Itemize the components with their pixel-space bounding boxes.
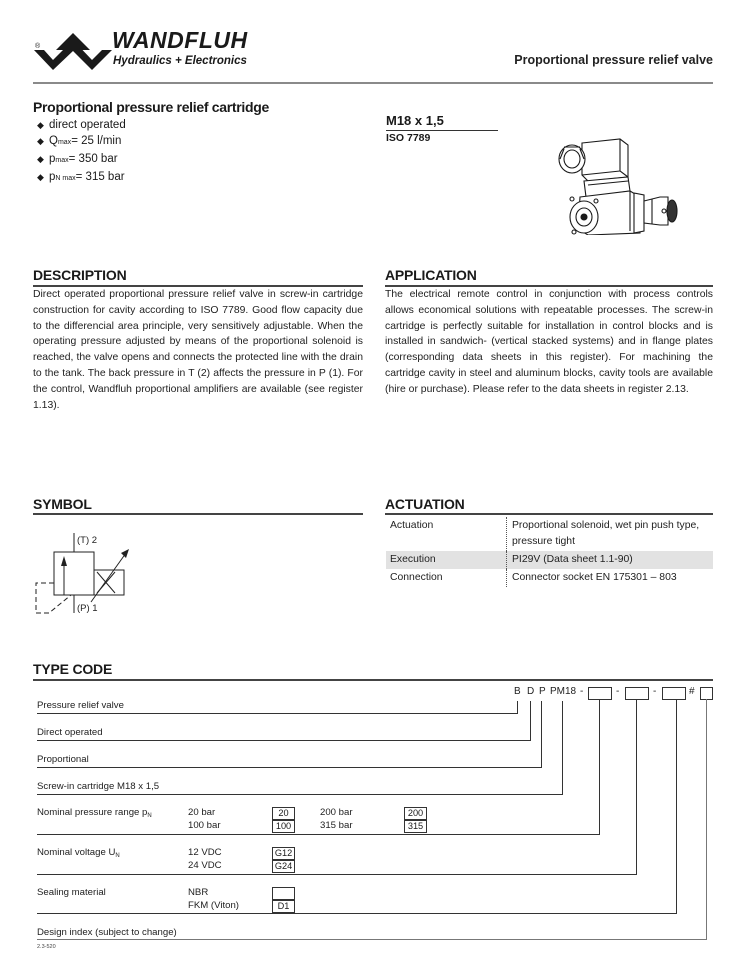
leader-line (541, 701, 542, 768)
leader-line (37, 740, 531, 741)
code-slot-sealing (662, 687, 686, 700)
leader-line (636, 699, 637, 875)
port-p-label: (P) 1 (77, 603, 98, 614)
leader-line (517, 701, 518, 714)
pressure-option: 20 bar (188, 807, 216, 818)
voltage-label: Nominal voltage $U_N$ (37, 847, 120, 859)
feature-item: ◆ direct operated (37, 119, 126, 131)
symbol-heading: SYMBOL (33, 496, 92, 512)
code-part-b: B (514, 686, 521, 697)
code-part-p: P (539, 686, 546, 697)
type-code-divider (33, 679, 713, 681)
diamond-bullet-icon: ◆ (37, 154, 44, 164)
pressure-code-box: 200 (404, 807, 427, 820)
pressure-code-box: 315 (404, 820, 427, 833)
type-code-row-label: Direct operated (37, 727, 103, 738)
code-separator: - (616, 686, 620, 697)
document-title: Proportional pressure relief valve (514, 53, 713, 67)
thread-size: M18 x 1,5 (386, 113, 444, 128)
design-index-label: Design index (subject to change) (37, 927, 177, 938)
leader-line (706, 699, 707, 940)
feature-item: ◆ p max = 350 bar (37, 153, 118, 165)
sealing-option: FKM (Viton) (188, 900, 239, 911)
type-code-heading: TYPE CODE (33, 661, 113, 677)
table-row (386, 569, 713, 587)
voltage-option: 12 VDC (188, 847, 222, 858)
table-row (386, 517, 713, 551)
thread-underline (386, 130, 498, 131)
pressure-option: 100 bar (188, 820, 221, 831)
brand-name: WANDFLUH (112, 27, 248, 53)
code-slot-voltage (625, 687, 649, 700)
voltage-option: 24 VDC (188, 860, 222, 871)
leader-line (37, 767, 542, 768)
brand-tagline: Hydraulics + Electronics (113, 55, 247, 67)
diamond-bullet-icon: ◆ (37, 136, 44, 146)
pressure-option: 200 bar (320, 807, 353, 818)
actuation-table (386, 517, 713, 587)
pressure-code-box: 20 (272, 807, 295, 820)
leader-line (37, 713, 518, 714)
type-code-row-label: Proportional (37, 754, 89, 765)
actuation-value: Proportional solenoid, wet pin push type, pressure tight (507, 517, 714, 551)
solenoid-valve-drawing-icon (540, 135, 690, 235)
execution-value: PI29V (Data sheet 1.1-90) (507, 551, 714, 569)
execution-key: Execution (386, 551, 507, 569)
connection-key: Connection (390, 572, 443, 583)
feature-list (37, 117, 126, 187)
code-part-d: D (527, 686, 535, 697)
description-heading: DESCRIPTION (33, 267, 127, 283)
diamond-bullet-icon: ◆ (37, 172, 44, 182)
port-t-label: (T) 2 (77, 535, 98, 546)
code-hash: # (689, 686, 695, 697)
sealing-label: Sealing material (37, 887, 106, 898)
page-code: 2.3-520 (37, 944, 56, 950)
pressure-option: 315 bar (320, 820, 353, 831)
description-text: Direct operated proportional pressure relief valve in screw-in cartridge construction for cavity according to ISO 7789. Good flow capacity due to the differencial area principle, very sensitively adjustable. When the operating pressure adjusted by means of the proportional solenoid is reached, the valve opens and connects the protected line with the drain to the tank. The back pressure in T (2) affects the pressure in P (1). For the control, Wandfluh proportional amplifiers are available (see register 1.13). (33, 289, 363, 411)
feature-item: ◆ p N max = 315 bar (37, 171, 125, 183)
leader-line (599, 699, 600, 835)
pressure-code-box: 100 (272, 820, 295, 833)
sealing-code-box (272, 887, 295, 900)
sealing-code-box: D1 (272, 900, 295, 913)
sealing-option: NBR (188, 887, 209, 898)
actuation-divider (385, 513, 713, 515)
leader-line (37, 939, 707, 940)
iso-standard: ISO 7789 (386, 132, 431, 144)
connection-value: Connector socket EN 175301 – 803 (507, 569, 714, 587)
voltage-code-box: G12 (272, 847, 295, 860)
application-text: The electrical remote control in conjunction with process controls allows economical solutions with repeatable processes. The screw-in cartridge is perfectly suitable for installation in control blocks and is installed in sandwich- (vertical stacked systems) and in flange plates (corresponding data sheets in this register). For machining the cartridge cavity in steel and aluminum blocks, cavity tools are available (hire or purchase). Please refer to the data sheets in register 2.13. (385, 289, 713, 395)
diamond-bullet-icon: ◆ (37, 120, 44, 130)
pressure-range-label: Nominal pressure range $p_N$ (37, 807, 152, 819)
header-divider (33, 82, 713, 84)
code-separator: - (653, 686, 657, 697)
code-separator: - (580, 686, 584, 697)
application-heading: APPLICATION (385, 267, 477, 283)
symbol-divider (33, 513, 363, 515)
code-part-pm18: PM18 (550, 686, 577, 697)
leader-line (562, 701, 563, 795)
feature-item: ◆ Q max = 25 l/min (37, 135, 122, 147)
actuation-heading: ACTUATION (385, 496, 465, 512)
actuation-key: Actuation (390, 520, 434, 531)
leader-line (37, 794, 563, 795)
registered-mark: ® (35, 43, 41, 50)
leader-line (37, 874, 637, 875)
table-row (386, 551, 713, 569)
code-slot-pressure (588, 687, 612, 700)
leader-line (676, 699, 677, 914)
leader-line (530, 701, 531, 741)
type-code-row-label: Pressure relief valve (37, 700, 124, 711)
leader-line (37, 913, 677, 914)
type-code-row-label: Screw-in cartridge M18 x 1,5 (37, 781, 160, 792)
product-title: Proportional pressure relief cartridge (33, 99, 270, 115)
wandfluh-logo-icon (34, 28, 112, 74)
leader-line (37, 834, 600, 835)
voltage-code-box: G24 (272, 860, 295, 873)
